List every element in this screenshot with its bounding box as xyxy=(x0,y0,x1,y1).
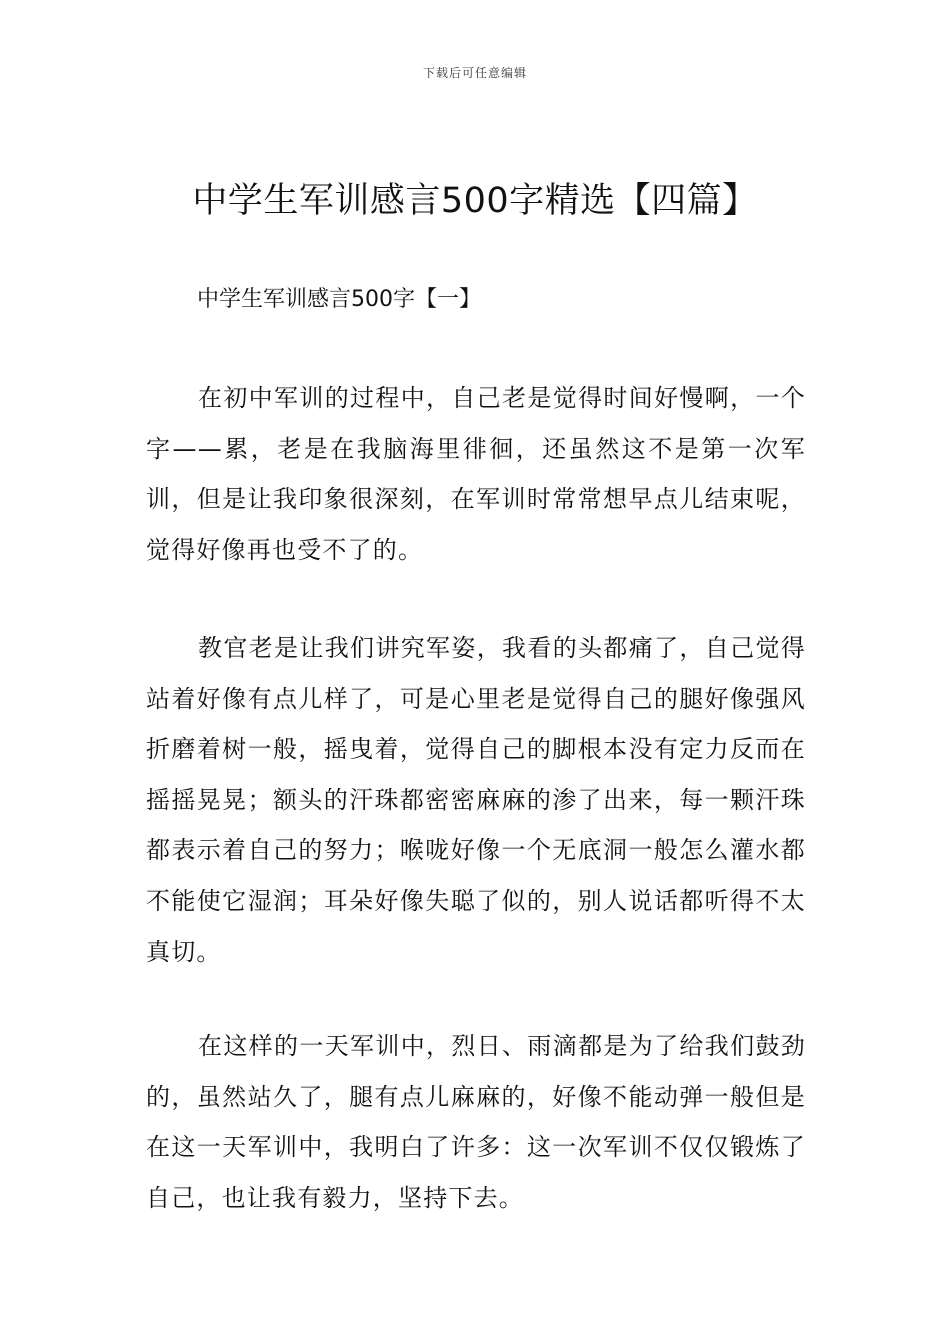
document-title: 中学生军训感言500字精选【四篇】 xyxy=(192,181,758,221)
paragraph-2: 教官老是让我们讲究军姿，我看的头都痛了，自己觉得站着好像有点儿样了，可是心里老是觉得自己的腿好像强风折磨着树一般，摇曳着，觉得自己的脚根本没有定力反而在摇摇晃晃；额头的汗珠都密密麻麻的渗了出来，每一颗汗珠都表示着自己的努力；喉咙好像一个无底洞一般怎么灌水都不能使它湿润；耳朵好像失聪了似的，别人说话都听得不太真切。 xyxy=(146,634,806,966)
section-heading: 中学生军训感言500字【一】 xyxy=(197,287,481,312)
header-note: 下载后可任意编辑 xyxy=(422,66,527,80)
paragraph-3: 在这样的一天军训中，烈日、雨滴都是为了给我们鼓劲的，虽然站久了，腿有点儿麻麻的，好像不能动弹一般但是在这一天军训中，我明白了许多：这一次军训不仅仅锻炼了自己，也让我有毅力，坚持下去。 xyxy=(146,1032,806,1212)
paragraph-1: 在初中军训的过程中，自己老是觉得时间好慢啊，一个字——累，老是在我脑海里徘徊，还虽然这不是第一次军训，但是让我印象很深刻，在军训时常常想早点儿结束呢，觉得好像再也受不了的。 xyxy=(146,384,806,564)
